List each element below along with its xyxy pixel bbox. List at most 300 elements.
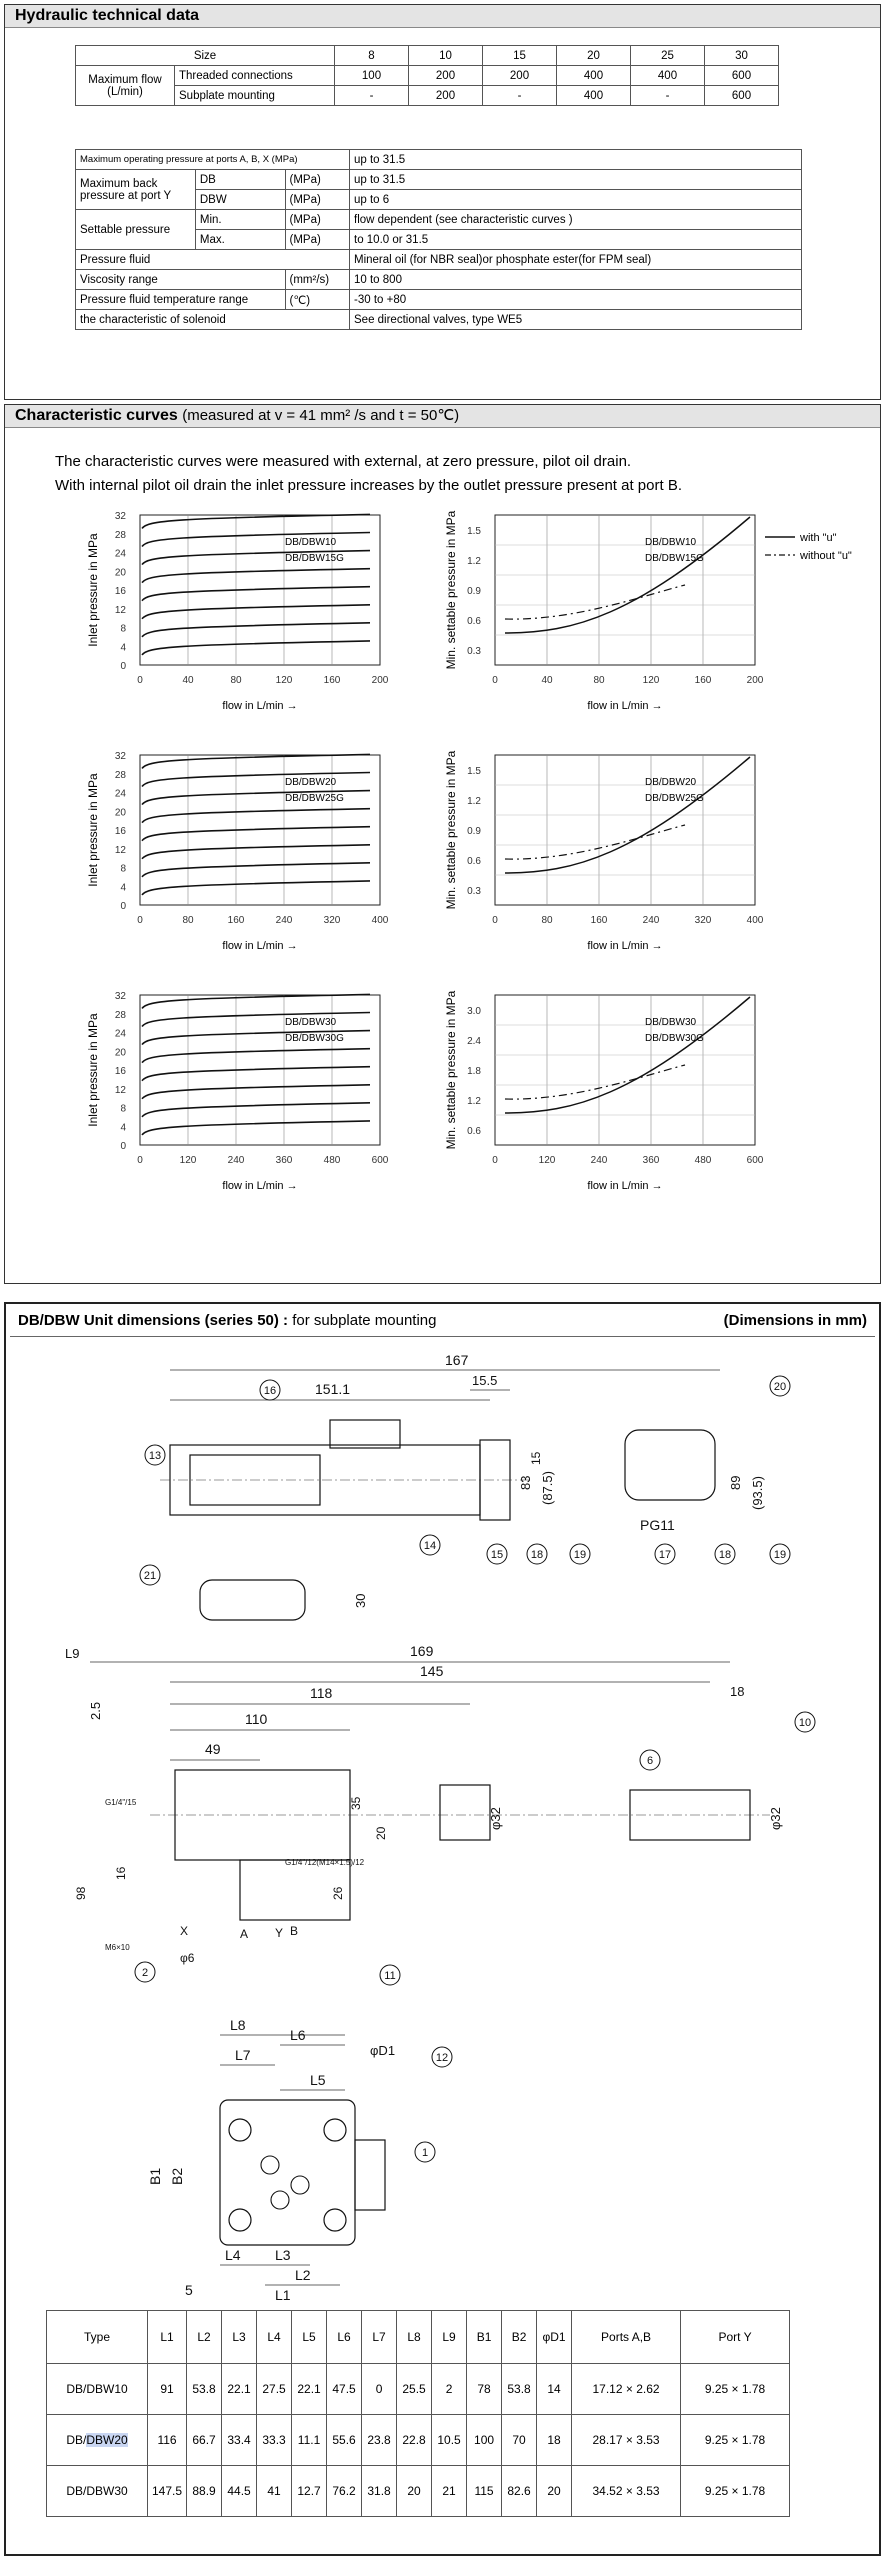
header-cell: B2	[502, 2311, 537, 2364]
y-tick-label: 24	[114, 1028, 126, 1040]
x-tick-label: 0	[137, 675, 143, 686]
cell: 31.8	[362, 2466, 397, 2517]
callout-number: 10	[798, 1717, 812, 1729]
table-row	[47, 2466, 790, 2517]
dim-B2-label: B2	[169, 2167, 185, 2185]
viscosity-label: Viscosity range	[76, 270, 286, 290]
subplate-cell: -	[335, 86, 409, 106]
cell: 41	[257, 2466, 292, 2517]
header-cell: B1	[467, 2311, 502, 2364]
y-tick-label: 0.6	[467, 1126, 481, 1137]
y-tick-label: 4	[120, 882, 126, 894]
pg11-label: PG11	[640, 1517, 675, 1533]
header-cell: L9	[432, 2311, 467, 2364]
x-tick-label: 160	[323, 675, 341, 686]
x-tick-label: 120	[538, 1155, 556, 1166]
series-label: DB/DBW30G	[645, 1033, 704, 1044]
header-cell: L3	[222, 2311, 257, 2364]
y-tick-label: 12	[114, 604, 126, 616]
x-tick-label: 240	[227, 1155, 245, 1166]
dim-L9-label: L9	[65, 1646, 80, 1661]
x-tick-label: 160	[227, 915, 245, 926]
legend-without: without "u"	[800, 550, 852, 562]
size-cell: 25	[631, 46, 705, 66]
max-flow-label-1: Maximum flow	[88, 73, 162, 86]
series-label: DB/DBW20	[285, 777, 337, 788]
dim-167-label: 167	[445, 1352, 469, 1368]
dimensions-units-note: (Dimensions in mm)	[723, 1312, 867, 1329]
header-cell: L8	[397, 2311, 432, 2364]
callout-number: 17	[658, 1549, 672, 1561]
y-tick-label: 28	[114, 1009, 126, 1021]
port-A: A	[240, 1927, 249, 1941]
threaded-cell: 100	[335, 66, 409, 86]
y-tick-label: 20	[114, 567, 126, 579]
cell: 22.8	[397, 2415, 432, 2466]
header-cell: Type	[47, 2311, 148, 2364]
cell: 22.1	[292, 2364, 327, 2415]
y-tick-label: 12	[114, 844, 126, 856]
series-label: DB/DBW30	[285, 1017, 337, 1028]
unit-mpa: (MPa)	[285, 190, 349, 210]
dim-87-5-label: (87.5)	[540, 1471, 555, 1505]
x-tick-label: 240	[590, 1155, 608, 1166]
x-axis-label: flow in L/min →	[222, 1180, 298, 1192]
dbw-value: up to 6	[350, 190, 802, 210]
temperature-value: -30 to +80	[350, 290, 802, 310]
series-label: DB/DBW10	[645, 537, 697, 548]
y-tick-label: 1.5	[467, 766, 481, 777]
dimensions-title-text: DB/DBW Unit dimensions (series 50) :	[18, 1312, 289, 1329]
y-tick-label: 20	[114, 1047, 126, 1059]
callout-number: 21	[143, 1570, 157, 1582]
callout-number: 16	[263, 1385, 277, 1397]
max-pressure-label: Maximum operating pressure at ports A, B, X (MPa)	[76, 150, 350, 170]
cell: 53.8	[187, 2364, 222, 2415]
x-tick-label: 200	[371, 675, 389, 686]
dim-L4-label: L4	[225, 2247, 241, 2263]
dim-5-label: 5	[185, 2282, 193, 2298]
y-axis-label: Inlet pressure in MPa	[86, 1013, 100, 1127]
series-label: DB/DBW20	[645, 777, 697, 788]
cell: 21	[432, 2466, 467, 2517]
hydraulic-data-table-2	[75, 149, 802, 330]
cell: 20	[537, 2466, 572, 2517]
max-flow-label-2: (L/min)	[107, 85, 143, 98]
dim-B1-label: B1	[147, 2167, 163, 2185]
y-tick-label: 1.5	[467, 526, 481, 537]
dim-151-label: 151.1	[315, 1381, 351, 1397]
cell: 28.17 × 3.53	[572, 2415, 681, 2466]
callout-number: 12	[435, 2052, 449, 2064]
temperature-unit: (℃)	[285, 290, 349, 310]
x-tick-label: 240	[642, 915, 660, 926]
series-label: DB/DBW15G	[285, 553, 344, 564]
y-tick-label: 32	[114, 991, 126, 1002]
legend-with: with "u"	[800, 532, 837, 544]
dim-15-5-label: 15.5	[472, 1373, 498, 1388]
cell: 53.8	[502, 2364, 537, 2415]
series-label: DB/DBW15G	[645, 553, 704, 564]
cell: 17.12 × 2.62	[572, 2364, 681, 2415]
dim-L3-label: L3	[275, 2247, 291, 2263]
x-tick-label: 120	[179, 1155, 197, 1166]
x-tick-label: 360	[275, 1155, 293, 1166]
cell: 55.6	[327, 2415, 362, 2466]
dim-15-label: 15	[529, 1451, 543, 1465]
header-cell: Ports A,B	[572, 2311, 681, 2364]
port-hole	[271, 2191, 289, 2209]
dim-49-label: 49	[205, 1741, 221, 1757]
y-tick-label: 0.9	[467, 586, 481, 597]
hydraulic-data-panel	[4, 4, 881, 400]
temperature-label: Pressure fluid temperature range	[76, 290, 286, 310]
solenoid-value: See directional valves, type WE5	[350, 310, 802, 330]
dim-L1-label: L1	[275, 2287, 291, 2300]
connector-side-view	[625, 1430, 715, 1500]
x-tick-label: 200	[746, 675, 764, 686]
dimensions-title-note: for subplate mounting	[288, 1312, 437, 1329]
callout-number: 1	[421, 2147, 429, 2159]
cell: 66.7	[187, 2415, 222, 2466]
min-label: Min.	[195, 210, 285, 230]
x-axis-label: flow in L/min →	[587, 700, 663, 712]
cell: 34.52 × 3.53	[572, 2466, 681, 2517]
size-cell: 30	[705, 46, 779, 66]
y-tick-label: 8	[120, 1103, 126, 1115]
hydraulic-data-table	[75, 45, 779, 106]
y-axis-label: Min. settable pressure in MPa	[444, 510, 458, 670]
y-tick-label: 1.2	[467, 556, 481, 567]
dim-26-label: 26	[331, 1886, 345, 1900]
header-cell: L7	[362, 2311, 397, 2364]
min-pressure-chart-frame	[495, 995, 755, 1145]
m6-label: M6×10	[105, 1943, 130, 1952]
callout-number: 14	[423, 1540, 437, 1552]
size-cell: 8	[335, 46, 409, 66]
x-tick-label: 480	[323, 1155, 341, 1166]
y-tick-label: 16	[114, 586, 126, 597]
callout-number: 2	[141, 1967, 149, 1979]
x-tick-label: 320	[323, 915, 341, 926]
y-tick-label: 0.3	[467, 886, 481, 897]
series-label: DB/DBW30G	[285, 1033, 344, 1044]
dim-L6-label: L6	[290, 2027, 306, 2043]
cell: 147.5	[148, 2466, 187, 2517]
intro-line-2: With internal pilot oil drain the inlet pressure increases by the outlet pressure present at port B.	[55, 477, 682, 494]
unit-mpa: (MPa)	[285, 210, 349, 230]
cell: 18	[537, 2415, 572, 2466]
settable-pressure-label: Settable pressure	[76, 210, 196, 250]
dim-169-label: 169	[410, 1643, 434, 1659]
x-tick-label: 480	[694, 1155, 712, 1166]
x-axis-label: flow in L/min →	[587, 1180, 663, 1192]
x-axis-label: flow in L/min →	[222, 700, 298, 712]
cell: 0	[362, 2364, 397, 2415]
callout-number: 18	[718, 1549, 732, 1561]
table-header-row	[47, 2311, 790, 2364]
back-pressure-label-2: pressure at port Y	[80, 189, 172, 202]
cell: 116	[148, 2415, 187, 2466]
x-tick-label: 160	[694, 675, 712, 686]
x-tick-label: 360	[642, 1155, 660, 1166]
dim-35-label: 35	[349, 1796, 363, 1810]
y-tick-label: 0	[120, 901, 126, 912]
cell: DB/DBW30	[47, 2466, 148, 2517]
dim-20-label: 20	[374, 1826, 388, 1840]
header-cell: L4	[257, 2311, 292, 2364]
cell: 12.7	[292, 2466, 327, 2517]
min-value: flow dependent (see characteristic curves )	[350, 210, 802, 230]
threaded-label: Threaded connections	[175, 66, 335, 86]
size-label: Size	[76, 46, 335, 66]
db-label: DB	[195, 170, 285, 190]
g14-label: G1/4"/15	[105, 1798, 137, 1807]
x-tick-label: 240	[275, 915, 293, 926]
mounting-hole	[324, 2209, 346, 2231]
subplate-cell: -	[631, 86, 705, 106]
fluid-value: Mineral oil (for NBR seal)or phosphate ester(for FPM seal)	[350, 250, 802, 270]
dim-18-label: 18	[730, 1684, 745, 1699]
dim-L8-label: L8	[230, 2017, 246, 2033]
callout-number: 13	[148, 1450, 162, 1462]
cell: 14	[537, 2364, 572, 2415]
cell: 20	[397, 2466, 432, 2517]
x-tick-label: 0	[137, 1155, 143, 1166]
y-tick-label: 4	[120, 642, 126, 654]
cell: 100	[467, 2415, 502, 2466]
cell: 9.25 × 1.78	[681, 2466, 790, 2517]
dim-30-label: 30	[353, 1593, 368, 1608]
subplate-cell: 400	[557, 86, 631, 106]
dim-98-label: 98	[74, 1886, 88, 1900]
x-tick-label: 0	[137, 915, 143, 926]
dim-145-label: 145	[420, 1663, 444, 1679]
cell: 47.5	[327, 2364, 362, 2415]
unit-mpa: (MPa)	[285, 170, 349, 190]
mounting-hole	[229, 2209, 251, 2231]
threaded-cell: 400	[557, 66, 631, 86]
adjust-knob	[440, 1785, 490, 1840]
dim-110-label: 110	[245, 1711, 268, 1727]
series-label: DB/DBW30	[645, 1017, 697, 1028]
dim-83-label: 83	[518, 1475, 533, 1490]
cell: 76.2	[327, 2466, 362, 2517]
x-tick-label: 40	[182, 675, 194, 686]
x-tick-label: 80	[541, 915, 553, 926]
dim-phi32-label: φ32	[488, 1807, 503, 1830]
subplate-cell: -	[483, 86, 557, 106]
solenoid-label: the characteristic of solenoid	[76, 310, 350, 330]
x-tick-label: 40	[541, 675, 553, 686]
cell: 82.6	[502, 2466, 537, 2517]
y-axis-label: Inlet pressure in MPa	[86, 773, 100, 887]
y-tick-label: 1.8	[467, 1066, 481, 1077]
max-value: to 10.0 or 31.5	[350, 230, 802, 250]
dim-L7-label: L7	[235, 2047, 251, 2063]
dimensions-title	[18, 1312, 436, 1329]
coil-side	[200, 1580, 305, 1620]
y-tick-label: 0.3	[467, 646, 481, 657]
dimensions-panel	[4, 1302, 881, 2556]
callout-number: 6	[646, 1755, 654, 1767]
viscosity-unit: (mm²/s)	[285, 270, 349, 290]
subplate-label: Subplate mounting	[175, 86, 335, 106]
x-tick-label: 80	[182, 915, 194, 926]
dim-L2-label: L2	[295, 2267, 311, 2283]
cell: 2	[432, 2364, 467, 2415]
y-tick-label: 32	[114, 511, 126, 522]
y-tick-label: 0	[120, 1141, 126, 1152]
dim-89-label: 89	[728, 1475, 743, 1490]
size-cell: 15	[483, 46, 557, 66]
dim-16-label: 16	[114, 1866, 128, 1880]
cell: 33.3	[257, 2415, 292, 2466]
y-tick-label: 20	[114, 807, 126, 819]
x-tick-label: 80	[230, 675, 242, 686]
series-label: DB/DBW10	[285, 537, 337, 548]
cell: 23.8	[362, 2415, 397, 2466]
subplate-cell: 200	[409, 86, 483, 106]
callout-number: 15	[490, 1549, 504, 1561]
port-hole	[261, 2156, 279, 2174]
dim-phi6-label: φ6	[180, 1951, 195, 1965]
header-cell: Port Y	[681, 2311, 790, 2364]
header-cell: φD1	[537, 2311, 572, 2364]
fluid-label: Pressure fluid	[76, 250, 350, 270]
header-cell: L5	[292, 2311, 327, 2364]
characteristic-title-note: (measured at v = 41 mm² /s and t = 50℃)	[182, 407, 460, 424]
x-axis-label: flow in L/min →	[587, 940, 663, 952]
type-text: DB/DBW20	[66, 2433, 128, 2447]
min-pressure-chart-frame	[495, 515, 755, 665]
size-cell: 10	[409, 46, 483, 66]
y-tick-label: 16	[114, 826, 126, 837]
cell: 33.4	[222, 2415, 257, 2466]
y-tick-label: 1.2	[467, 1096, 481, 1107]
characteristic-title-text: Characteristic curves	[15, 407, 178, 424]
mounting-plate	[220, 2100, 355, 2245]
x-tick-label: 0	[492, 1155, 498, 1166]
dim-L5-label: L5	[310, 2072, 326, 2088]
y-tick-label: 32	[114, 751, 126, 762]
header-cell: L1	[148, 2311, 187, 2364]
y-tick-label: 28	[114, 529, 126, 541]
x-tick-label: 0	[492, 675, 498, 686]
x-tick-label: 600	[371, 1155, 389, 1166]
back-pressure-label	[76, 170, 196, 210]
x-tick-label: 120	[275, 675, 293, 686]
y-axis-label: Min. settable pressure in MPa	[444, 750, 458, 910]
cell: 22.1	[222, 2364, 257, 2415]
cell: 44.5	[222, 2466, 257, 2517]
cell: 70	[502, 2415, 537, 2466]
cell: 27.5	[257, 2364, 292, 2415]
threaded-cell: 200	[409, 66, 483, 86]
cell: 11.1	[292, 2415, 327, 2466]
callout-number: 18	[530, 1549, 544, 1561]
y-axis-label: Inlet pressure in MPa	[86, 533, 100, 647]
header-cell: L2	[187, 2311, 222, 2364]
dim-118-label: 118	[310, 1685, 333, 1701]
y-tick-label: 1.2	[467, 796, 481, 807]
connector	[330, 1420, 400, 1448]
y-tick-label: 4	[120, 1122, 126, 1134]
table-row	[47, 2364, 790, 2415]
port-B: B	[290, 1924, 299, 1938]
y-tick-label: 12	[114, 1084, 126, 1096]
x-tick-label: 160	[590, 915, 608, 926]
x-tick-label: 400	[371, 915, 389, 926]
viscosity-value: 10 to 800	[350, 270, 802, 290]
cell: DB/DBW10	[47, 2364, 148, 2415]
cell: 10.5	[432, 2415, 467, 2466]
y-tick-label: 8	[120, 623, 126, 635]
mounting-hole	[229, 2119, 251, 2141]
y-tick-label: 0.6	[467, 856, 481, 867]
cell: 25.5	[397, 2364, 432, 2415]
header-cell: L6	[327, 2311, 362, 2364]
dim-phi32b-label: φ32	[768, 1807, 783, 1830]
callout-number: 20	[773, 1381, 787, 1393]
y-tick-label: 3.0	[467, 1006, 481, 1017]
y-tick-label: 0.6	[467, 616, 481, 627]
callout-number: 11	[384, 1970, 396, 1982]
y-tick-label: 24	[114, 548, 126, 560]
table-row	[47, 2415, 790, 2466]
y-tick-label: 28	[114, 769, 126, 781]
series-label: DB/DBW25G	[285, 793, 344, 804]
plate-extension	[355, 2140, 385, 2210]
y-tick-label: 8	[120, 863, 126, 875]
port-Y: Y	[275, 1926, 284, 1940]
dim-2-5-label: 2.5	[88, 1701, 103, 1720]
dbw-label: DBW	[195, 190, 285, 210]
cell: 78	[467, 2364, 502, 2415]
back-pressure-label-1: Maximum back	[80, 177, 158, 190]
hydraulic-data-title: Hydraulic technical data	[5, 5, 880, 28]
x-tick-label: 400	[746, 915, 764, 926]
max-flow-label	[76, 66, 175, 106]
y-tick-label: 2.4	[467, 1036, 481, 1047]
dim-D1-label: φD1	[370, 2043, 396, 2058]
unit-mpa: (MPa)	[285, 230, 349, 250]
x-axis-label: flow in L/min →	[222, 940, 298, 952]
y-axis-label: Min. settable pressure in MPa	[444, 990, 458, 1150]
y-tick-label: 0	[120, 661, 126, 672]
cell: 115	[467, 2466, 502, 2517]
db-value: up to 31.5	[350, 170, 802, 190]
cell: 88.9	[187, 2466, 222, 2517]
threaded-cell: 200	[483, 66, 557, 86]
y-tick-label: 16	[114, 1066, 126, 1077]
callout-number: 19	[773, 1549, 787, 1561]
callout-number: 19	[573, 1549, 587, 1561]
mounting-hole	[324, 2119, 346, 2141]
threaded-cell: 600	[705, 66, 779, 86]
dim-93-5-label: (93.5)	[750, 1476, 765, 1510]
port-hole	[291, 2176, 309, 2194]
x-tick-label: 80	[593, 675, 605, 686]
y-tick-label: 0.9	[467, 826, 481, 837]
size-cell: 20	[557, 46, 631, 66]
port-X: X	[180, 1924, 189, 1938]
series-label: DB/DBW25G	[645, 793, 704, 804]
characteristic-title	[5, 405, 880, 428]
min-pressure-chart-frame	[495, 755, 755, 905]
dimensions-table	[46, 2310, 790, 2517]
threaded-cell: 400	[631, 66, 705, 86]
